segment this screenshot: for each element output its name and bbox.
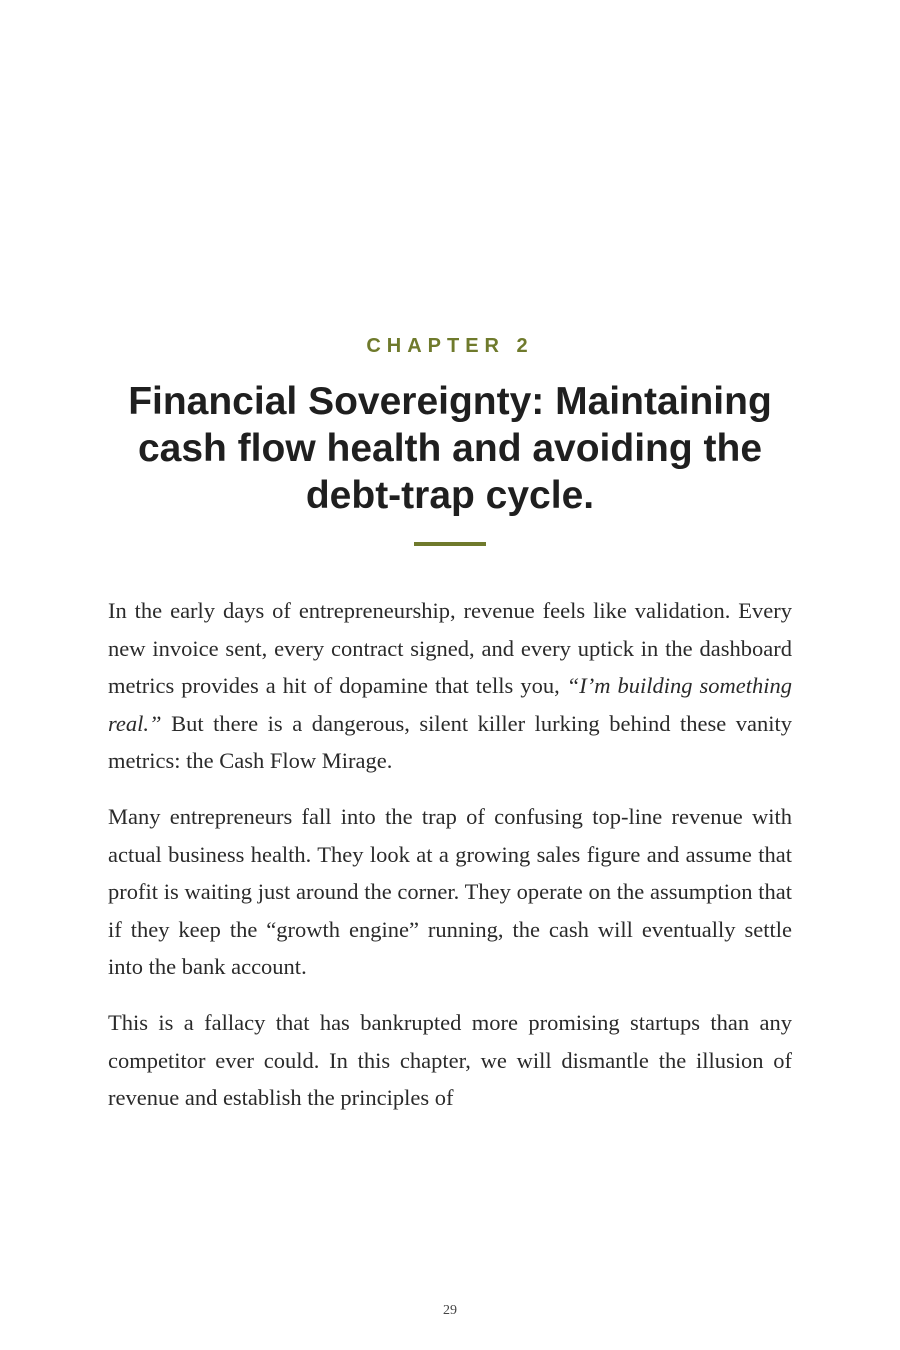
paragraph-1-text-before: In the early days of entrepreneurship, revenue feels like validation. Every new invoice sent, every contract signed, and every uptick in the dashboard metrics provides a hit of dopamine that tells you, [108,598,792,699]
paragraph-3: This is a fallacy that has bankrupted more promising startups than any competitor ever could. In this chapter, we will dismantle the illusion of revenue and establish the principles of [108,1009,792,1111]
paragraph-1 [108,592,792,780]
paragraph-1-quote: “I’m building something real.” [108,673,793,736]
chapter-title: Financial Sovereignty: Maintaining cash flow health and avoiding the debt-trap cycle. [128,380,772,517]
title-divider [414,542,486,546]
chapter-label: CHAPTER 2 [366,335,534,357]
chapter-body [108,592,792,1135]
paragraph-2: Many entrepreneurs fall into the trap of confusing top-line revenue with actual business health. They look at a growing sales figure and assume that profit is waiting just around the corner. They operate on the assumption that if they keep the “growth engine” running, the cash will eventually settle into the bank account. [108,803,792,980]
paragraph-1-text-after: But there is a dangerous, silent killer lurking behind these vanity metrics: the Cash Flow Mirage. [108,710,792,774]
page-number: 29 [443,1303,457,1318]
